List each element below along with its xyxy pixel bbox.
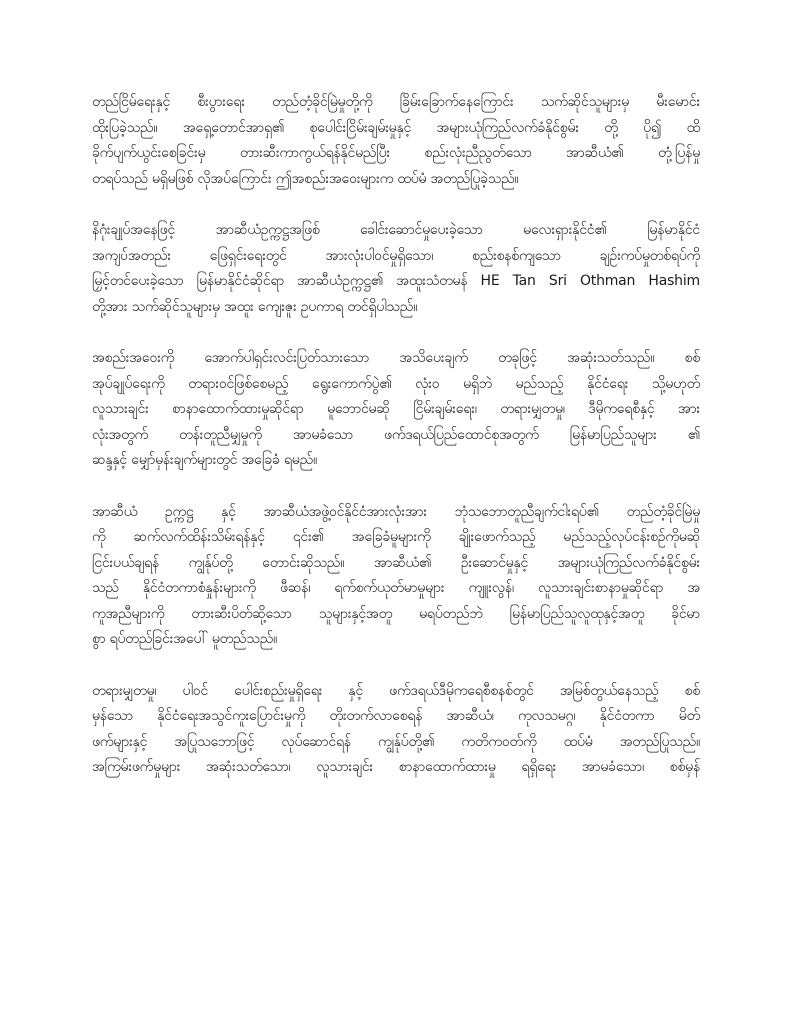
text-line: တရပ်သည် မရှိမဖြစ် လိုအပ်ကြောင်း ဤအစည်းအဝေးများက ထပ်မံ အတည်ပြုခဲ့သည်။ — [92, 170, 519, 187]
text-line: အကျပ်အတည်း ဖြေရှင်းရေးတွင် အားလုံးပါဝင်မှုရှိသော၊ စည်းစနစ်ကျသော ချဉ်းကပ်မှုတစ်ရပ်ကို — [92, 247, 700, 264]
paragraph-4 — [92, 500, 700, 653]
text-line: ဖက်များနှင့် အပြုသဘောဖြင့် လုပ်ဆောင်ရန် ကျွန်ုပ်တို့၏ ကတိကဝတ်ကို ထပ်မံ အတည်ပြုသည်။ — [92, 733, 700, 750]
text-line: အကြမ်းဖက်မှုများ အဆုံးသတ်သော၊ လူသားချင်း စာနာထောက်ထားမှု ရရှိရေး အာမခံသော၊ စစ်မှန် — [92, 759, 700, 775]
text-line: လူသားချင်း စာနာထောက်ထားမှုဆိုင်ရာ မူဘောင်မဆို ငြိမ်းချမ်းရေး၊ တရားမျှတမှု၊ ဒီမိုကရေစီနှင့် အား — [92, 401, 700, 417]
text-line: တို့အား သက်ဆိုင်သူများမှ အထူး ကျေးဇူး ဥပကာရ တင်ရှိပါသည်။ — [92, 298, 418, 315]
paragraph-5 — [92, 679, 700, 781]
text-line: ကူအညီများကို တားဆီးပိတ်ဆို့သော သူများနှင့်အတူ မရပ်တည်ဘဲ မြန်မာပြည်သူလူထုနှင့်အတူ ခိုင်မာ — [92, 605, 700, 622]
text-line: အစည်းအဝေးကို အောက်ပါရှင်းလင်းပြတ်သားသော အသိပေးချက် တခုဖြင့် အဆုံးသတ်သည်။ စစ် — [92, 350, 700, 366]
text-line: တရားမျှတမှု၊ ပါဝင် ပေါင်းစည်းမှုရှိရေး နှင့် ဖက်ဒရယ်ဒီမိုကရေစီစနစ်တွင် အမြစ်တွယ်နေသည့် စစ် — [92, 682, 700, 699]
paragraph-2 — [92, 218, 700, 320]
text-line: တည်ငြိမ်ရေးနှင့် စီးပွားရေး တည်တံ့ခိုင်မြဲမှုတို့ကို ခြိမ်းခြောက်နေကြောင်း သက်ဆိုင်သူများမှ မီးမောင်း — [92, 94, 700, 110]
text-line: အာဆီယံ ဥက္ကဋ္ဌ နှင့် အာဆီယံအဖွဲ့ဝင်နိုင်ငံအားလုံးအား ဘုံသဘောတူညီချက်ငါးရပ်၏ တည်တံ့ခိုင်မြဲမှု — [92, 503, 700, 520]
text-line: ဆန္ဒနှင့် မျှော်မှန်းချက်များတွင် အခြေခံ ရမည်။ — [92, 452, 317, 468]
text-line: နိဂုံးချုပ်အနေဖြင့် အာဆီယံဥက္ကဋ္ဌအဖြစ် ခေါင်းဆောင်မှုပေးခဲ့သော မလေးရှားနိုင်ငံ၏ မြန်မာနိုင်ငံ — [92, 222, 700, 238]
document-body — [92, 90, 700, 807]
text-line: မြှင့်တင်ပေးခဲ့သော မြန်မာနိုင်ငံဆိုင်ရာ အာဆီယံဥက္ကဋ္ဌ၏ အထူးသံတမန် HE Tan Sri Othman Hashim — [92, 273, 700, 289]
text-line: ခိုက်ပျက်ယွင်းစေခြင်းမှ တားဆီးကာကွယ်ရန်နိုင်မည်ပြီး စည်းလုံးညီညွတ်သော အာဆီယံ၏ တုံ့ပြန်မှု — [92, 145, 700, 161]
text-line: ငြင်းပယ်ချရန် ကျွန်ုပ်တို့ တောင်းဆိုသည်။ အာဆီယံ၏ ဦးဆောင်မှုနှင့် အများယုံကြည်လက်ခံနိုင်စွမ်း — [92, 554, 700, 571]
text-line: ထိုးပြခဲ့သည်။ အရှေ့တောင်အာရှ၏ စုပေါင်းငြိမ်းချမ်းမှုနှင့် အများယုံကြည်လက်ခံနိုင်စွမ်း တို့ ပို၍ ထိ — [92, 119, 700, 136]
text-line: စွာ ရပ်တည်ခြင်းအပေါ် မူတည်သည်။ — [92, 631, 278, 647]
text-line: အုပ်ချုပ်ရေးကို တရားဝင်ဖြစ်စေမည့် ရွေးကောက်ပွဲ၏ လုံးဝ မရှိဘဲ မည်သည့် နိုင်ငံရေး သို့မဟုတ် — [92, 375, 700, 392]
text-line: မှန်သော နိုင်ငံရေးအသွင်ကူးပြောင်းမှုကို တိုးတက်လာစေရန် အာဆီယံ၊ ကုလသမဂ္ဂ၊ နိုင်ငံတကာ မိတ် — [92, 708, 700, 724]
text-line: သည် နိုင်ငံတကာစံနှုန်းများကို ဖီဆန်၊ ရက်စက်ယုတ်မာမှုများ ကျူးလွန်၊ လူသားချင်းစာနာမှုဆိုင်ရာ အ — [92, 580, 700, 596]
paragraph-3 — [92, 346, 700, 474]
text-line: လုံးအတွက် တန်းတူညီမျှမှုကို အာမခံသော ဖက်ဒရယ်ပြည်ထောင်စုအတွက် မြန်မာပြည်သူများ ၏ — [92, 426, 700, 443]
paragraph-1 — [92, 90, 700, 192]
text-line: ကို ဆက်လက်ထိန်းသိမ်းရန်နှင့် ၎င်း၏ အခြေခံမူများကို ချိုးဖောက်သည့် မည်သည့်လုပ်ငန်းစဉ်ကိုမဆို — [92, 529, 700, 545]
